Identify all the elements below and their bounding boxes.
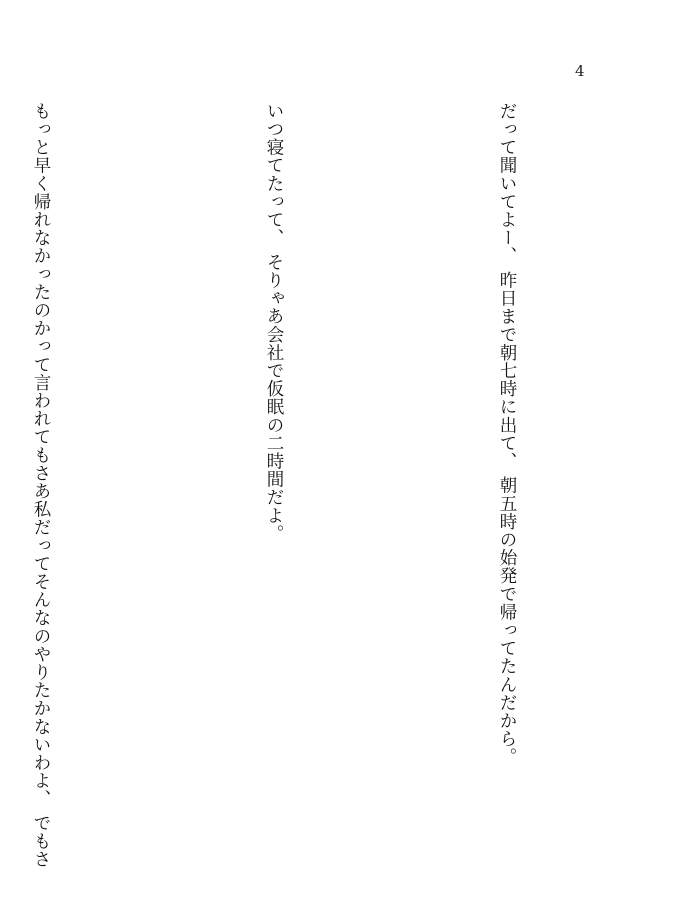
paragraph-line: だって聞いてよー、 昨日まで朝七時に出て、 朝五時の始発で帰ってたんだから。 [497,102,517,766]
vertical-text-body [0,102,593,892]
paragraph-line: いつ寝てたって、 そりゃあ会社で仮眠の二時間だよ。 [264,102,284,543]
paragraph-line: もっと早く帰れなかったのかって言われてもさあ私だってそんなのやりたかないわよ、 でもさ [31,102,51,869]
page-number: 4 [575,62,585,80]
